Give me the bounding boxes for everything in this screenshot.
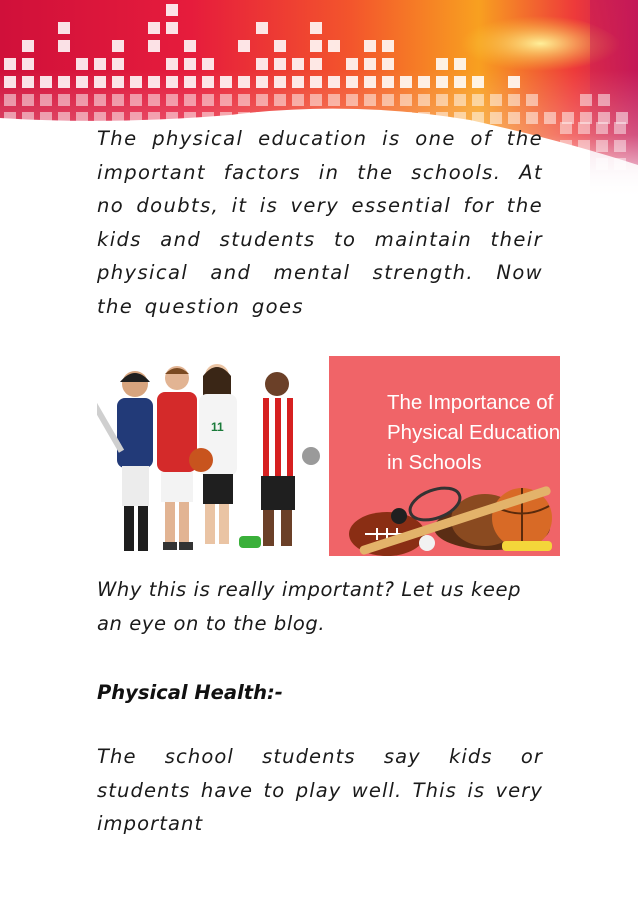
equalizer-square	[148, 76, 160, 88]
equalizer-square	[220, 76, 232, 88]
equalizer-square	[22, 58, 34, 70]
equalizer-square	[148, 94, 160, 106]
equalizer-square	[58, 22, 70, 34]
equalizer-square	[436, 58, 448, 70]
equalizer-square	[130, 76, 142, 88]
equalizer-square	[364, 76, 376, 88]
equalizer-square	[112, 94, 124, 106]
equalizer-square	[112, 76, 124, 88]
equalizer-square	[560, 158, 572, 170]
equalizer-square	[328, 76, 340, 88]
equalizer-square	[310, 22, 322, 34]
equalizer-square	[58, 76, 70, 88]
equalizer-square	[76, 58, 88, 70]
equalizer-square	[274, 40, 286, 52]
equalizer-square	[202, 94, 214, 106]
equalizer-square	[4, 94, 16, 106]
equalizer-square	[596, 140, 608, 152]
equalizer-square	[328, 94, 340, 106]
image-title	[387, 388, 560, 478]
equalizer-square	[256, 58, 268, 70]
equalizer-square	[22, 76, 34, 88]
equalizer-square	[328, 40, 340, 52]
equalizer-square	[310, 94, 322, 106]
equalizer-square	[364, 58, 376, 70]
equalizer-square	[4, 112, 16, 124]
equalizer-square	[292, 94, 304, 106]
equalizer-square	[436, 94, 448, 106]
equalizer-square	[4, 58, 16, 70]
equalizer-square	[148, 22, 160, 34]
equalizer-square	[578, 122, 590, 134]
equalizer-square	[22, 94, 34, 106]
equalizer-square	[58, 112, 70, 124]
equalizer-square	[76, 112, 88, 124]
equalizer-square	[508, 94, 520, 106]
image-title-line-1: The Importance of	[387, 391, 554, 414]
equalizer-square	[580, 94, 592, 106]
equalizer-square	[382, 94, 394, 106]
intro-paragraph: The physical education is one of the important factors in the schools. At no doubts, it is very essential for the kids and students to maintain their physical and mental strength. Now the question goes	[97, 127, 543, 318]
equalizer-square	[598, 94, 610, 106]
equalizer-square	[94, 76, 106, 88]
equalizer-square	[166, 76, 178, 88]
equalizer-square	[382, 58, 394, 70]
equalizer-square	[578, 158, 590, 170]
equalizer-square	[614, 140, 626, 152]
equalizer-square	[560, 122, 572, 134]
equalizer-square	[454, 94, 466, 106]
equalizer-square	[472, 94, 484, 106]
equalizer-square	[112, 40, 124, 52]
equalizer-square	[130, 94, 142, 106]
equalizer-square	[560, 140, 572, 152]
image-title-line-2: Physical Education	[387, 421, 560, 444]
equalizer-square	[364, 40, 376, 52]
equalizer-square	[596, 122, 608, 134]
equalizer-square	[202, 58, 214, 70]
equalizer-square	[94, 58, 106, 70]
equalizer-square	[346, 76, 358, 88]
equalizer-square	[58, 40, 70, 52]
body-paragraph: The school students say kids or students have to play well. This is very important	[97, 745, 543, 835]
equalizer-square	[508, 76, 520, 88]
equalizer-square	[184, 94, 196, 106]
equalizer-square	[58, 94, 70, 106]
equalizer-square	[256, 22, 268, 34]
equalizer-square	[166, 58, 178, 70]
equalizer-square	[274, 76, 286, 88]
equalizer-square	[346, 94, 358, 106]
jersey-number: 11	[211, 420, 224, 434]
article-image	[97, 356, 560, 556]
section-heading: Physical Health:-	[97, 681, 283, 704]
equalizer-square	[310, 76, 322, 88]
equalizer-square	[76, 94, 88, 106]
equalizer-square	[436, 76, 448, 88]
equalizer-square	[274, 94, 286, 106]
equalizer-square	[238, 40, 250, 52]
equalizer-square	[310, 40, 322, 52]
equalizer-square	[220, 94, 232, 106]
equalizer-square	[76, 76, 88, 88]
equalizer-square	[346, 58, 358, 70]
equalizer-square	[418, 76, 430, 88]
question-paragraph: Why this is really important? Let us keep an eye on to the blog.	[97, 578, 522, 635]
equalizer-square	[614, 122, 626, 134]
equalizer-square	[596, 158, 608, 170]
equalizer-square	[94, 94, 106, 106]
equalizer-square	[166, 94, 178, 106]
equalizer-square	[40, 76, 52, 88]
equalizer-square	[382, 76, 394, 88]
equalizer-square	[238, 94, 250, 106]
equalizer-square	[166, 22, 178, 34]
equalizer-square	[382, 40, 394, 52]
equalizer-square	[614, 158, 626, 170]
equalizer-square	[578, 140, 590, 152]
equalizer-square	[274, 58, 286, 70]
equalizer-square	[544, 112, 556, 124]
equalizer-square	[148, 40, 160, 52]
equalizer-square	[256, 94, 268, 106]
equalizer-square	[472, 76, 484, 88]
equalizer-square	[490, 94, 502, 106]
equalizer-square	[202, 76, 214, 88]
equalizer-square	[184, 58, 196, 70]
equalizer-square	[400, 94, 412, 106]
equalizer-square	[526, 94, 538, 106]
equalizer-square	[256, 76, 268, 88]
equalizer-square	[112, 58, 124, 70]
equalizer-square	[4, 76, 16, 88]
equalizer-square	[400, 76, 412, 88]
equalizer-square	[166, 4, 178, 16]
equalizer-square	[310, 58, 322, 70]
image-title-line-3: in Schools	[387, 451, 482, 474]
equalizer-square	[40, 94, 52, 106]
equalizer-square	[22, 40, 34, 52]
equalizer-square	[418, 94, 430, 106]
equalizer-square	[22, 112, 34, 124]
equalizer-square	[40, 112, 52, 124]
equalizer-square	[238, 76, 250, 88]
equalizer-square	[184, 40, 196, 52]
equalizer-square	[292, 76, 304, 88]
equalizer-square	[184, 76, 196, 88]
equalizer-square	[454, 76, 466, 88]
equalizer-square	[454, 58, 466, 70]
equalizer-square	[292, 58, 304, 70]
equalizer-square	[364, 94, 376, 106]
